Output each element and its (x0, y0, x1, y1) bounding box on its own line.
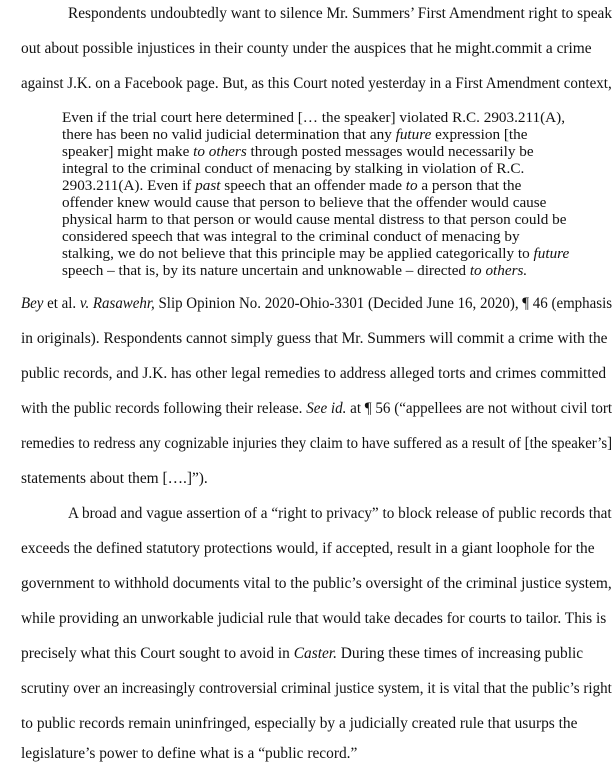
text-line: exceeds the defined statutory protections would, if accepted, result in a giant loophole for the (21, 540, 595, 557)
text-line: precisely what this Court sought to avoid in Caster. During these times of increasing public (21, 645, 584, 662)
quote-line: considered speech that was integral to the criminal conduct of menacing by (62, 228, 520, 245)
text-line: statements about them [….]”). (21, 470, 208, 487)
quote-line: 2903.211(A). Even if past speech that an offender made to a person that the (62, 177, 522, 194)
quote-line: speaker] might make to others through posted messages would necessarily be (62, 143, 534, 160)
quote-line: offender knew would cause that person to believe that the offender would cause (62, 194, 547, 211)
quote-line: speech – that is, by its nature uncertain and unknowable – directed to others. (62, 262, 528, 279)
text-line: in originals). Respondents cannot simply guess that Mr. Summers will commit a crime with the (21, 330, 608, 347)
text-line: remedies to redress any cognizable injuries they claim to have suffered as a result of [the speaker’s] (21, 435, 613, 452)
quote-line: physical harm to that person or would cause mental distress to that person could be (62, 211, 567, 228)
text-line: Respondents undoubtedly want to silence Mr. Summers’ First Amendment right to speak (68, 5, 613, 22)
text-line: with the public records following their release. See id. at ¶ 56 (“appellees are not without civil tort (21, 400, 613, 417)
citation-line: Bey et al. v. Rasawehr, Slip Opinion No. 2020-Ohio-3301 (Decided June 16, 2020), ¶ 46 (emphasis (21, 295, 613, 312)
quote-line: stalking, we do not believe that this principle may be applied categorically to future (62, 245, 570, 262)
quote-line: there has been no valid judicial determination that any future expression [the (62, 126, 528, 143)
quote-line: Even if the trial court here determined [… the speaker] violated R.C. 2903.211(A), (62, 109, 565, 126)
text-line: legislature’s power to define what is a “public record.” (21, 745, 358, 762)
text-line: A broad and vague assertion of a “right to privacy” to block release of public records that (68, 505, 612, 522)
text-line: to public records remain uninfringed, especially by a judicially created rule that usurps the (21, 715, 578, 732)
quote-line: integral to the criminal conduct of menacing by stalking in violation of R.C. (62, 160, 525, 177)
text-line: out about possible injustices in their county under the auspices that he might.commit a crime (21, 40, 592, 57)
text-line: against J.K. on a Facebook page. But, as this Court noted yesterday in a First Amendment context, (21, 75, 612, 92)
text-line: government to withhold documents vital to the public’s oversight of the criminal justice system, (21, 575, 612, 592)
text-line: while providing an unworkable judicial rule that would take decades for courts to tailor. This is (21, 610, 607, 627)
text-line: scrutiny over an increasingly controversial criminal justice system, it is vital that the public’s right (21, 680, 612, 697)
text-line: public records, and J.K. has other legal remedies to address alleged torts and crimes committed (21, 365, 607, 382)
